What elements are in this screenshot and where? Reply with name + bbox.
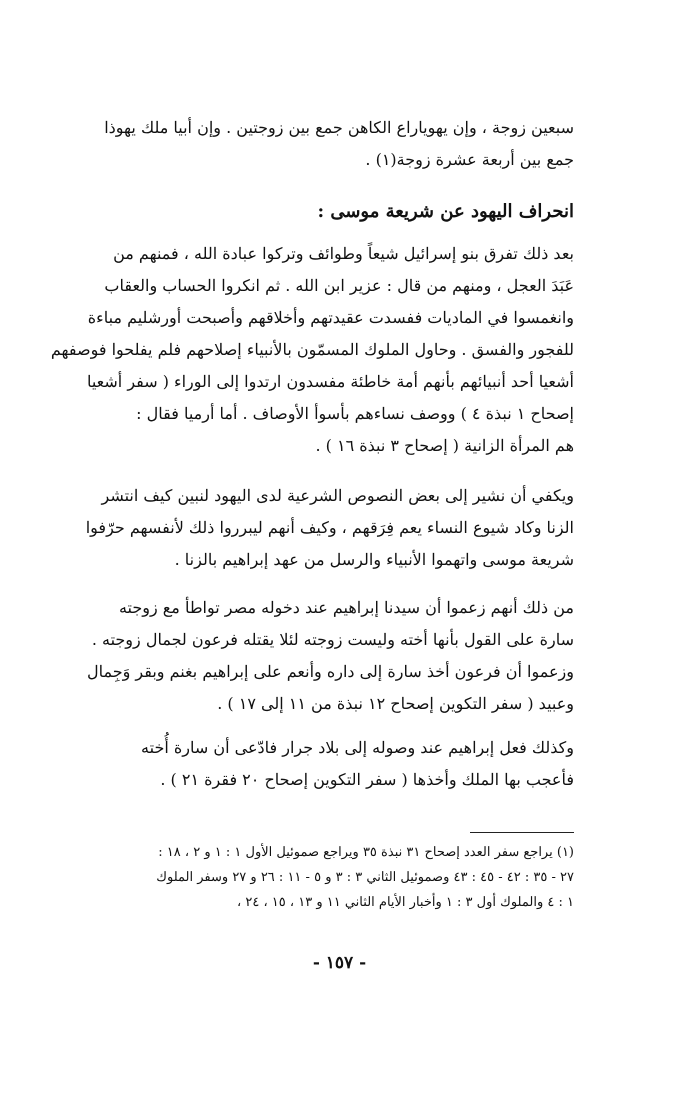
paragraph-abraham-egypt bbox=[86, 592, 574, 720]
text-line: جمع بين أربعة عشرة زوجة(١) . bbox=[365, 150, 574, 169]
text-line: الزنا وكاد شيوع النساء يعم فِرَقهم ، وكيف أنهم ليبرروا ذلك لأنفسهم حرّفوا bbox=[85, 518, 574, 537]
text-line: وزعموا أن فرعون أخذ سارة إلى داره وأنعم على إبراهيم بغنم وبقر وَجِمال bbox=[86, 662, 574, 681]
footnote-divider bbox=[470, 832, 574, 833]
text-line: عَبَدَ العجل ، ومنهم من قال : عزير ابن الله . ثم انكروا الحساب والعقاب bbox=[104, 276, 574, 295]
text-line: وكذلك فعل إبراهيم عند وصوله إلى بلاد جرار فادّعى أن سارة أُخته bbox=[141, 738, 574, 757]
footnote-line: (١) يراجع سفر العدد إصحاح ٣١ نبذة ٣٥ ويراجع صموئيل الأول ١ : ١ و ٢ ، ١٨ : bbox=[158, 845, 574, 860]
footnote-line: ٢٧ - ٣٥ : ٤٢ - ٤٥ : ٤٣ وصموئيل الثاني ٣ : ٣ و ٥ - ١١ : ٢٦ و ٢٧ وسفر الملوك bbox=[156, 870, 574, 885]
footnote-line: ١ : ٤ والملوك أول ٣ : ١ وأخبار الأيام الثاني ١١ و ١٣ ، ١٥ ، ٢٤ ، bbox=[237, 895, 574, 910]
paragraph-apostasy bbox=[50, 238, 574, 462]
text-line: من ذلك أنهم زعموا أن سيدنا إبراهيم عند دخوله مصر تواطأ مع زوجته bbox=[118, 598, 574, 617]
text-line: وعبيد ( سفر التكوين إصحاح ١٢ نبذة من ١١ إلى ١٧ ) . bbox=[217, 694, 574, 713]
text-line: هم المرأة الزانية ( إصحاح ٣ نبذة ١٦ ) . bbox=[315, 436, 574, 455]
text-line: أشعيا أحد أنبيائهم بأنهم أمة خاطئة مفسدون ارتدوا إلى الوراء ( سفر أشعيا bbox=[86, 372, 574, 391]
text-line: ويكفي أن نشير إلى بعض النصوص الشرعية لدى اليهود لنبين كيف انتشر bbox=[101, 486, 574, 505]
page-number: - ١٥٧ - bbox=[312, 953, 367, 973]
text-line: شريعة موسى واتهموا الأنبياء والرسل من عهد إبراهيم بالزنا . bbox=[174, 550, 574, 569]
paragraph-continuation bbox=[104, 112, 574, 176]
text-line: سارة على القول بأنها أخته وليست زوجته لئلا يقتله فرعون لجمال زوجته . bbox=[91, 630, 574, 649]
footnotes bbox=[118, 840, 574, 915]
text-line: للفجور والفسق . وحاول الملوك المسمّون بالأنبياء إصلاحهم فلم يفلحوا فوصفهم bbox=[50, 340, 574, 359]
text-line: وانغمسوا في الماديات ففسدت عقيدتهم وأخلاقهم وأصبحت أورشليم مباءة bbox=[87, 308, 574, 327]
text-line: فأعجب بها الملك وأخذها ( سفر التكوين إصحاح ٢٠ فقرة ٢١ ) . bbox=[160, 770, 574, 789]
paragraph-texts bbox=[85, 480, 574, 576]
paragraph-abraham-gerar bbox=[118, 732, 574, 796]
text-line: سبعين زوجة ، وإن يهوياراع الكاهن جمع بين زوجتين . وإن أبيا ملك يهوذا bbox=[104, 118, 574, 137]
section-heading: انحراف اليهود عن شريعة موسى : bbox=[317, 201, 574, 222]
text-line: إصحاح ١ نبذة ٤ ) ووصف نساءهم بأسوأ الأوصاف . أما أرميا فقال : bbox=[136, 404, 574, 423]
text-line: بعد ذلك تفرق بنو إسرائيل شيعاً وطوائف وتركوا عبادة الله ، فمنهم من bbox=[113, 244, 574, 263]
